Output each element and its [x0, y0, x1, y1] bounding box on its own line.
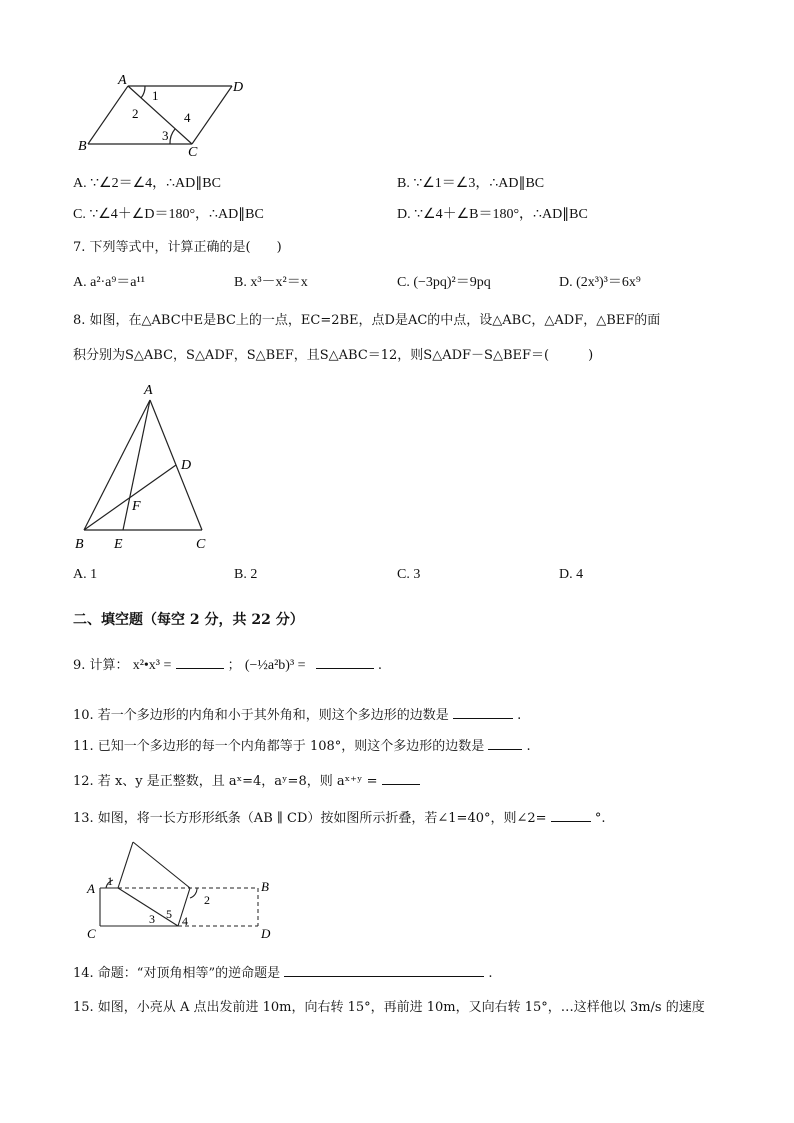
q11-end: .	[526, 739, 531, 754]
figure-folded-strip	[82, 838, 282, 943]
q13	[73, 807, 605, 826]
q6-option-b: B. ∵∠1＝∠3，∴AD∥BC	[397, 176, 545, 191]
label-C: C	[196, 537, 206, 552]
q14-text: 14. 命题：“对顶角相等”的逆命题是	[73, 966, 281, 981]
label-B: B	[75, 537, 84, 552]
angle-4: 4	[182, 914, 188, 928]
label-B: B	[261, 879, 269, 894]
q10	[73, 704, 521, 723]
label-C: C	[87, 926, 96, 941]
q9-end: .	[377, 658, 382, 673]
q13-blank[interactable]	[551, 809, 591, 822]
q6-option-c: C. ∵∠4＋∠D＝180°，∴AD∥BC	[73, 207, 264, 222]
q7-stem: 7. 下列等式中，计算正确的是( )	[73, 240, 282, 255]
q11-blank[interactable]	[488, 737, 522, 750]
q9	[73, 654, 382, 674]
q6-option-d: D. ∵∠4＋∠B＝180°，∴AD∥BC	[397, 207, 588, 222]
q9-blank-2[interactable]	[316, 656, 374, 669]
section-title: 二、填空题（每空 2 分，共 22 分）	[73, 612, 304, 628]
q9-expr-1: x²•x³ =	[132, 658, 172, 673]
angle-4: 4	[184, 110, 191, 125]
angle-1: 1	[152, 88, 159, 103]
label-A: A	[144, 383, 153, 398]
q6-option-a: A. ∵∠2＝∠4，∴AD∥BC	[73, 176, 221, 191]
q8-option-c: C. 3	[397, 567, 421, 582]
angle-2: 2	[204, 893, 210, 907]
q11-text: 11. 已知一个多边形的每一个内角都等于 108°，则这个多边形的边数是	[73, 739, 485, 754]
figure-triangle	[70, 378, 220, 553]
angle-1: 1	[107, 874, 113, 888]
q13-end: °.	[594, 811, 606, 826]
q14-end: .	[488, 966, 493, 981]
q7-option-d: D. (2x³)³＝6x⁹	[559, 275, 641, 290]
q11	[73, 735, 531, 754]
q7-option-a: A. a²·a⁹＝a¹¹	[73, 275, 145, 290]
q9-separator: ；	[227, 658, 241, 673]
label-D: D	[261, 926, 271, 941]
label-D: D	[181, 458, 192, 473]
label-E: E	[114, 537, 123, 552]
q7-option-b: B. x³－x²＝x	[234, 275, 308, 290]
q15-text: 15. 如图，小亮从 A 点出发前进 10m，向右转 15°，再前进 10m，又向右转 15°，…这样他以 3m/s 的速度	[73, 1000, 705, 1015]
q10-end: .	[517, 708, 522, 723]
q12-blank[interactable]	[382, 772, 420, 785]
figure-parallelogram	[70, 70, 260, 160]
label-C: C	[188, 145, 198, 160]
angle-3: 3	[162, 128, 169, 143]
q9-blank-1[interactable]	[176, 656, 224, 669]
q8-option-a: A. 1	[73, 567, 98, 582]
q8-line-2: 积分别为S△ABC，S△ADF，S△BEF，且S△ABC＝12，则S△ADF－S△BEF＝( )	[73, 348, 594, 363]
q7-option-c: C. (−3pq)²＝9pq	[397, 275, 491, 290]
q13-text: 13. 如图，将一长方形形纸条（AB ∥ CD）按如图所示折叠，若∠1=40°，则∠2=	[73, 811, 547, 826]
q8-option-b: B. 2	[234, 567, 258, 582]
label-A: A	[87, 881, 95, 896]
label-D: D	[233, 80, 244, 95]
angle-3: 3	[149, 912, 155, 926]
angle-2: 2	[132, 106, 139, 121]
q10-text: 10. 若一个多边形的内角和小于其外角和，则这个多边形的边数是	[73, 708, 449, 723]
q10-blank[interactable]	[453, 706, 513, 719]
label-B: B	[78, 139, 87, 154]
q8-line-1: 8. 如图，在△ABC中E是BC上的一点，EC=2BE，点D是AC的中点，设△ABC，△ADF，△BEF的面	[73, 313, 661, 328]
q9-prefix: 9. 计算：	[73, 658, 129, 673]
q12-text: 12. 若 x、y 是正整数，且 aˣ=4，aʸ=8，则 aˣ⁺ʸ =	[73, 774, 378, 789]
q14-blank[interactable]	[284, 964, 484, 977]
angle-5: 5	[166, 907, 172, 921]
label-F: F	[132, 499, 141, 514]
q9-expr-2: (−½a²b)³ =	[244, 658, 306, 673]
label-A: A	[118, 73, 127, 88]
q12	[73, 770, 420, 789]
q14	[73, 962, 493, 981]
q8-option-d: D. 4	[559, 567, 584, 582]
